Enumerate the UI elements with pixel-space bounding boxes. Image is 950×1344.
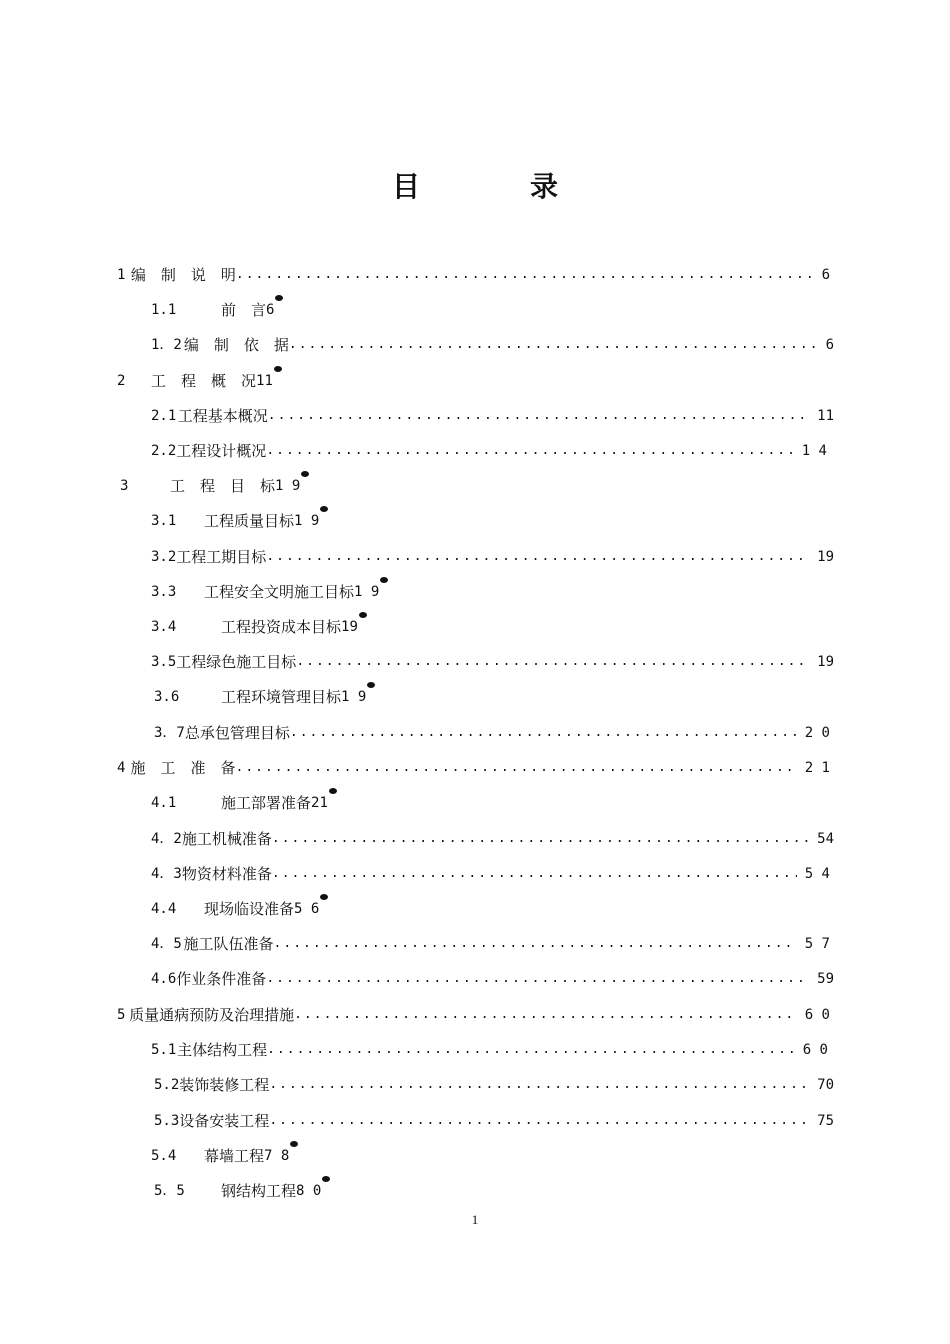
toc-entry-page: 5 4 xyxy=(804,866,830,882)
toc-entry-label: 工程环境管理目标 xyxy=(221,688,342,706)
toc-entry-number: 3.4 xyxy=(151,619,177,635)
toc-entry-label: 钢结构工程 xyxy=(221,1182,297,1200)
toc-entry-page: 54 xyxy=(817,831,834,847)
toc-entry-label: 编 制 依 据 xyxy=(183,336,289,354)
toc-entry[interactable] xyxy=(151,330,834,360)
toc-entry-label: 作业条件准备 xyxy=(176,970,267,988)
toc-entry-page: 75 xyxy=(817,1113,834,1129)
toc-entry-number: 5.1 xyxy=(151,1042,177,1058)
bullet-icon xyxy=(274,366,282,372)
page-title xyxy=(0,165,950,205)
toc-leader-dots xyxy=(236,260,814,290)
toc-entry-label: 主体结构工程 xyxy=(177,1041,268,1059)
toc-entry-number: 3 xyxy=(120,478,129,494)
toc-entry-number: 4.1 xyxy=(151,795,177,811)
bullet-icon xyxy=(380,577,388,583)
bullet-icon xyxy=(322,1176,330,1182)
toc-entry-label: 施工机械准备 xyxy=(181,830,272,848)
toc-entry-number: 3.1 xyxy=(151,513,177,529)
toc-entry-label: 工程投资成本目标 xyxy=(221,618,342,636)
toc-entry-label: 工程工期目标 xyxy=(176,548,267,566)
toc-entry-number: 4．3 xyxy=(151,866,182,882)
toc-entry[interactable] xyxy=(117,260,830,290)
toc-entry[interactable] xyxy=(151,1141,298,1171)
toc-entry-number: 5.4 xyxy=(151,1148,177,1164)
toc-entry[interactable] xyxy=(151,401,834,431)
toc-entry-page: 5 7 xyxy=(804,936,830,952)
toc-entry-label: 工程设计概况 xyxy=(176,442,267,460)
toc-entry-label: 装饰装修工程 xyxy=(179,1076,270,1094)
toc-entry-page: 2 0 xyxy=(804,725,830,741)
toc-entry-number: 4．5 xyxy=(151,936,182,952)
toc-entry-page: 1 9 xyxy=(294,513,320,529)
toc-entry-number: 4．2 xyxy=(151,831,182,847)
bullet-icon xyxy=(367,682,375,688)
toc-entry[interactable] xyxy=(151,647,834,677)
toc-entry-number: 1.1 xyxy=(151,302,177,318)
toc-entry-page: 6 0 xyxy=(802,1042,828,1058)
toc-entry[interactable] xyxy=(151,1035,828,1065)
toc-entry-number: 3.6 xyxy=(154,689,180,705)
toc-leader-dots xyxy=(274,929,797,959)
toc-entry-label: 施工部署准备 xyxy=(221,794,312,812)
toc-leader-dots xyxy=(269,1106,809,1136)
toc-entry[interactable] xyxy=(120,471,309,501)
toc-leader-dots xyxy=(266,542,809,572)
toc-leader-dots xyxy=(269,1070,809,1100)
toc-entry[interactable] xyxy=(151,929,830,959)
bullet-icon xyxy=(320,506,328,512)
toc-entry[interactable] xyxy=(151,542,834,572)
title-char-2: 录 xyxy=(530,170,559,203)
toc-entry-label: 质量通病预防及治理措施 xyxy=(129,1006,295,1024)
toc-entry[interactable] xyxy=(151,788,337,818)
toc-entry[interactable] xyxy=(151,506,328,536)
toc-entry[interactable] xyxy=(151,894,328,924)
toc-entry[interactable] xyxy=(151,577,388,607)
toc-entry-page: 6 xyxy=(266,302,275,318)
toc-entry[interactable] xyxy=(151,612,367,642)
toc-entry[interactable] xyxy=(117,753,830,783)
toc-entry-page: 70 xyxy=(817,1077,834,1093)
toc-entry[interactable] xyxy=(154,682,375,712)
toc-entry-label: 工程基本概况 xyxy=(177,407,268,425)
toc-entry-page: 8 0 xyxy=(296,1183,322,1199)
toc-entry-number: 2.2 xyxy=(151,443,177,459)
toc-entry-label: 工 程 目 标 xyxy=(170,477,276,495)
toc-entry-page: 1 9 xyxy=(341,689,367,705)
toc-entry-page: 59 xyxy=(817,971,834,987)
toc-entry-label: 总承包管理目标 xyxy=(184,724,290,742)
toc-entry-label: 前 言 xyxy=(221,301,267,319)
toc-entry[interactable] xyxy=(117,366,282,396)
toc-leader-dots xyxy=(296,647,809,677)
toc-entry-label: 物资材料准备 xyxy=(181,865,272,883)
toc-entry-page: 19 xyxy=(341,619,358,635)
toc-entry-page: 6 xyxy=(821,267,830,283)
toc-entry-page: 1 9 xyxy=(354,584,380,600)
toc-entry-page: 19 xyxy=(817,654,834,670)
toc-entry-page: 2 1 xyxy=(804,760,830,776)
toc-entry-label: 工 程 概 况 xyxy=(151,372,257,390)
toc-entry-label: 编 制 说 明 xyxy=(130,266,236,284)
toc-entry-number: 2.1 xyxy=(151,408,177,424)
toc-entry-number: 5.3 xyxy=(154,1113,180,1129)
toc-leader-dots xyxy=(290,718,797,748)
toc-leader-dots xyxy=(272,824,809,854)
toc-entry-number: 3.3 xyxy=(151,584,177,600)
title-char-1: 目 xyxy=(391,170,420,203)
toc-leader-dots xyxy=(267,1035,795,1065)
toc-entry[interactable] xyxy=(151,859,830,889)
bullet-icon xyxy=(301,471,309,477)
toc-entry-label: 施 工 准 备 xyxy=(130,759,236,777)
toc-leader-dots xyxy=(268,401,809,431)
toc-entry-page: 5 6 xyxy=(294,901,320,917)
toc-entry-label: 现场临设准备 xyxy=(204,900,295,918)
toc-entry-page: 6 xyxy=(825,337,834,353)
toc-entry-label: 工程绿色施工目标 xyxy=(176,653,297,671)
toc-entry[interactable] xyxy=(154,1070,834,1100)
toc-entry[interactable] xyxy=(154,1176,330,1206)
toc-entry[interactable] xyxy=(151,295,283,325)
toc-entry-number: 3.2 xyxy=(151,549,177,565)
bullet-icon xyxy=(359,612,367,618)
toc-entry-number: 1 xyxy=(117,267,126,283)
toc-entry[interactable] xyxy=(154,718,830,748)
toc-entry-number: 4.6 xyxy=(151,971,177,987)
toc-leader-dots xyxy=(266,436,793,466)
toc-entry-page: 21 xyxy=(311,795,328,811)
toc-entry-number: 3．7 xyxy=(154,725,185,741)
toc-entry-number: 5．5 xyxy=(154,1183,185,1199)
toc-entry-label: 施工队伍准备 xyxy=(183,935,274,953)
toc-entry[interactable] xyxy=(154,1106,834,1136)
toc-leader-dots xyxy=(289,330,818,360)
toc-entry-label: 工程安全文明施工目标 xyxy=(204,583,355,601)
toc-entry[interactable] xyxy=(151,436,827,466)
toc-entry-page: 1 4 xyxy=(801,443,827,459)
toc-entry-page: 1 9 xyxy=(275,478,301,494)
toc-entry-number: 2 xyxy=(117,373,126,389)
toc-leader-dots xyxy=(236,753,797,783)
toc-entry-number: 5.2 xyxy=(154,1077,180,1093)
toc-entry[interactable] xyxy=(151,824,834,854)
toc-entry-number: 3.5 xyxy=(151,654,177,670)
page-number: 1 xyxy=(471,1212,479,1227)
toc-entry-label: 幕墙工程 xyxy=(204,1147,265,1165)
bullet-icon xyxy=(275,295,283,301)
toc-entry-number: 5 xyxy=(117,1007,126,1023)
toc-entry-number: 4.4 xyxy=(151,901,177,917)
toc-leader-dots xyxy=(272,859,797,889)
toc-entry[interactable] xyxy=(117,1000,830,1030)
bullet-icon xyxy=(290,1141,298,1147)
toc-entry-page: 11 xyxy=(817,408,834,424)
toc-entry-page: 11 xyxy=(256,373,273,389)
toc-entry-number: 4 xyxy=(117,760,126,776)
toc-entry-number: 1．2 xyxy=(151,337,182,353)
toc-entry-page: 19 xyxy=(817,549,834,565)
toc-leader-dots xyxy=(294,1000,797,1030)
toc-entry-label: 设备安装工程 xyxy=(179,1112,270,1130)
toc-entry-page: 7 8 xyxy=(264,1148,290,1164)
toc-entry-label: 工程质量目标 xyxy=(204,512,295,530)
toc-entry-page: 6 0 xyxy=(804,1007,830,1023)
toc-leader-dots xyxy=(266,964,809,994)
bullet-icon xyxy=(320,894,328,900)
bullet-icon xyxy=(329,788,337,794)
toc-entry[interactable] xyxy=(151,964,834,994)
